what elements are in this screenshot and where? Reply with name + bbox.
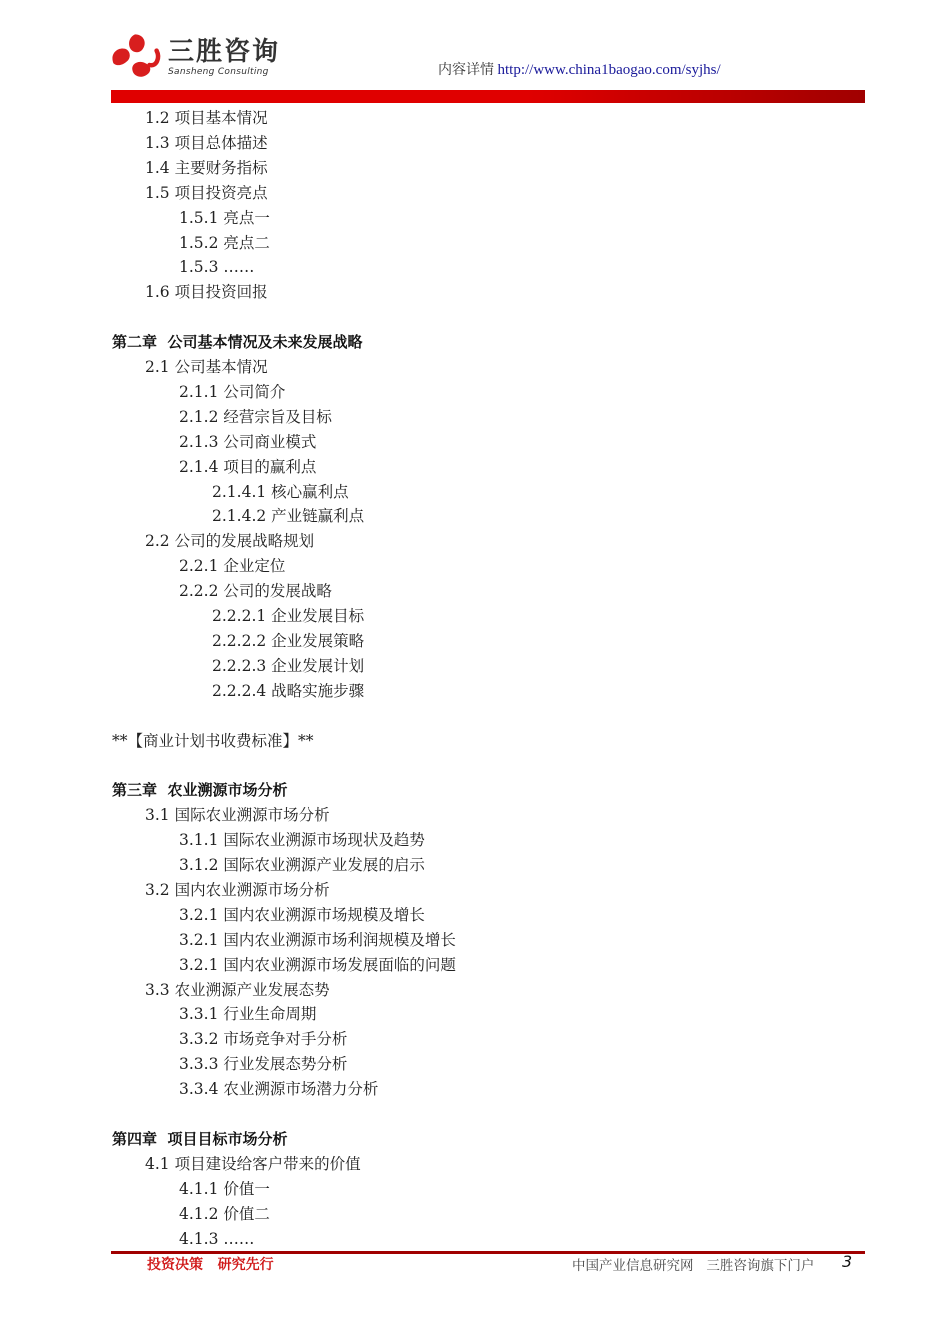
toc-entry: 2.1.3 公司商业模式 — [179, 432, 317, 451]
toc-entry: 2.2.2.4 战略实施步骤 — [212, 681, 365, 700]
toc-entry: 3.3.1 行业生命周期 — [179, 1005, 317, 1024]
toc-entry: 1.5.2 亮点二 — [179, 233, 270, 252]
toc-entry: 3.1.2 国际农业溯源产业发展的启示 — [179, 856, 425, 874]
toc-entry: 2.2.2 公司的发展战略 — [179, 582, 332, 601]
toc-entry: 2.2.2.1 企业发展目标 — [212, 607, 365, 625]
page-number: 3 — [842, 1252, 853, 1271]
toc-entry: 2.1.4.2 产业链赢利点 — [212, 507, 365, 526]
toc-entry: 3.3.2 市场竞争对手分析 — [179, 1030, 348, 1049]
logo-cn: 三胜咨询 — [168, 37, 281, 67]
toc-entry: 4.1.2 价值二 — [179, 1204, 270, 1223]
toc-entry: 2.2 公司的发展战略规划 — [145, 532, 315, 551]
chapter-heading: 第二章 公司基本情况及未来发展战略 — [112, 333, 363, 352]
toc-entry: 2.1.4 项目的赢利点 — [179, 457, 317, 476]
toc-entry: 1.2 项目基本情况 — [145, 109, 268, 127]
footer-slogan: 投资决策 研究先行 — [147, 1257, 274, 1273]
logo-text — [168, 38, 280, 78]
toc-entry: 1.5.3 …… — [179, 258, 255, 277]
toc-entry: 2.1.4.1 核心赢利点 — [212, 482, 349, 501]
toc-entry: 3.1.1 国际农业溯源市场现状及趋势 — [179, 831, 425, 850]
toc-entry: 3.2 国内农业溯源市场分析 — [145, 880, 330, 899]
toc-entry: **【商业计划书收费标准】** — [112, 731, 314, 750]
toc-entry: 3.2.1 国内农业溯源市场发展面临的问题 — [179, 955, 456, 974]
toc-entry: 4.1 项目建设给客户带来的价值 — [145, 1154, 361, 1173]
toc-entry: 4.1.3 …… — [179, 1229, 255, 1248]
footer-portal: 中国产业信息研究网 三胜咨询旗下门户 — [572, 1258, 815, 1274]
toc-entry: 1.4 主要财务指标 — [145, 158, 268, 177]
toc-entry: 3.1 国际农业溯源市场分析 — [145, 806, 330, 825]
toc-entry: 2.1.2 经营宗旨及目标 — [179, 407, 332, 426]
logo-en: Sansheng Consulting — [168, 67, 269, 77]
toc-entry: 3.3.4 农业溯源市场潜力分析 — [179, 1080, 379, 1099]
toc-entry: 2.2.2.3 企业发展计划 — [212, 656, 365, 675]
toc-entry: 2.1.1 公司简介 — [179, 382, 286, 401]
header-link[interactable] — [438, 59, 721, 79]
chapter-heading: 第三章 农业溯源市场分析 — [112, 781, 288, 800]
toc-entry: 3.2.1 国内农业溯源市场规模及增长 — [179, 905, 425, 924]
toc-entry: 3.3.3 行业发展态势分析 — [179, 1055, 348, 1074]
toc-entry: 2.2.2.2 企业发展策略 — [212, 631, 365, 650]
toc-entry: 1.5.1 亮点一 — [179, 208, 270, 227]
toc-entry: 2.1 公司基本情况 — [145, 358, 268, 376]
sansheng-logo-icon — [108, 30, 162, 82]
toc-entry: 4.1.1 价值一 — [179, 1179, 270, 1198]
chapter-heading: 第四章 项目目标市场分析 — [112, 1129, 288, 1148]
header-red-bar — [111, 90, 865, 103]
toc-entry: 1.5 项目投资亮点 — [145, 183, 268, 202]
toc-entry: 3.2.1 国内农业溯源市场利润规模及增长 — [179, 930, 456, 949]
header-link-url[interactable]: http://www.china1baogao.com/syjhs/ — [497, 62, 721, 78]
toc-entry: 2.2.1 企业定位 — [179, 557, 286, 576]
header-link-label: 内容详情 — [438, 63, 498, 78]
toc-entry: 1.6 项目投资回报 — [145, 283, 268, 302]
toc-entry: 3.3 农业溯源产业发展态势 — [145, 980, 330, 999]
toc-entry: 1.3 项目总体描述 — [145, 133, 268, 152]
